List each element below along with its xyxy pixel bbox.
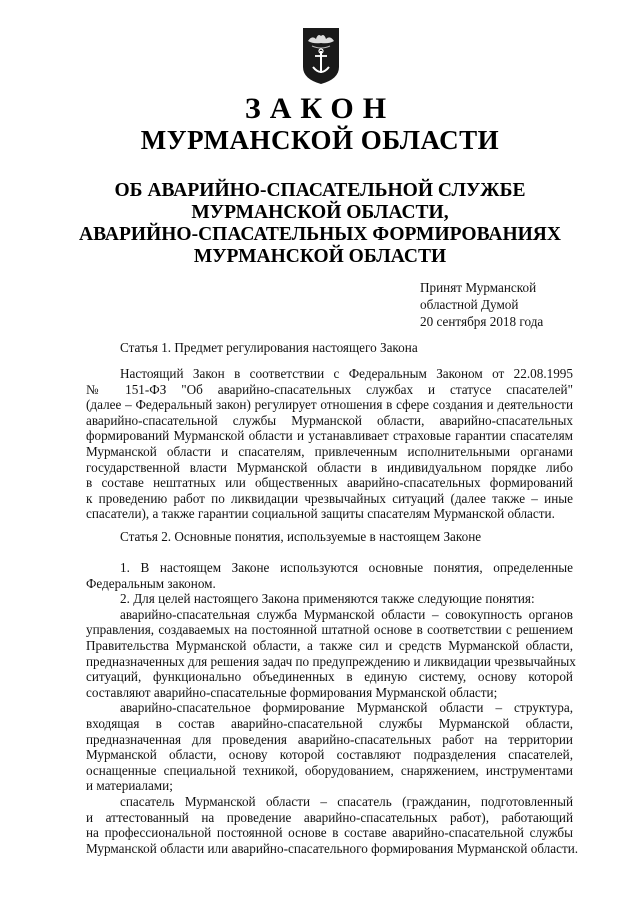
text-line: Мурманской области или аварийно-спасательного формирования Мурманской области. — [86, 840, 579, 856]
text-line: Настоящий Закон в соответствии с Федеральным Законом от 22.08.1995 — [120, 366, 573, 381]
text-line: управления, создаваемых на постоянной штатной основе в соответствии с решением — [86, 622, 573, 638]
text-line: аварийно-спасательное формирование Мурманской области – структура, — [120, 700, 573, 716]
text-line: и аттестованный на проведение аварийно-спасательных работ), работающий — [86, 809, 573, 825]
subtitle-line: МУРМАНСКОЙ ОБЛАСТИ — [193, 246, 447, 267]
text-line: аварийно-спасательная служба Мурманской области – совокупность органов — [120, 606, 573, 622]
text-line: формирований Мурманской области и устанавливает страховые гарантии спасателям — [86, 428, 573, 444]
text-line: Мурманской области, основу которой составляют подразделения спасателей, — [86, 747, 573, 763]
coat-of-arms-icon — [302, 27, 340, 85]
article-2-heading: Статья 2. Основные понятия, используемые в настоящем Законе — [120, 529, 482, 544]
law-title: ЗАКОН — [244, 92, 396, 125]
adoption-line: областной Думой — [420, 297, 519, 312]
adoption-note — [420, 279, 543, 330]
law-subtitle — [0, 180, 640, 268]
text-line: спасатели), а также гарантии социальной защиты спасателям Мурманской области. — [86, 506, 555, 522]
text-line: в составе нештатных или общественных аварийно-спасательных формирований — [86, 475, 573, 491]
subtitle-line: МУРМАНСКОЙ ОБЛАСТИ, — [191, 202, 449, 223]
subtitle-line: ОБ АВАРИЙНО-СПАСАТЕЛЬНОЙ СЛУЖБЕ — [114, 180, 526, 201]
text-line: 1. В настоящем Законе используются основные понятия, определенные — [120, 560, 573, 575]
text-line: 2. Для целей настоящего Закона применяются также следующие понятия: — [120, 591, 535, 607]
text-line: составляют аварийно-спасательные формирования Мурманской области; — [86, 684, 498, 700]
article-1-heading: Статья 1. Предмет регулирования настоящего Закона — [120, 340, 418, 355]
text-line: спасатель Мурманской области – спасатель (гражданин, подготовленный — [120, 793, 573, 809]
text-line: предназначенная для проведения аварийно-спасательных работ на территории — [86, 731, 573, 747]
text-line: предназначенных для решения задач по предупреждению и ликвидации чрезвычайных — [86, 653, 576, 669]
article-2-text — [86, 560, 579, 856]
text-line: к проведению работ по ликвидации чрезвычайных ситуаций (далее также – иные — [86, 490, 573, 506]
text-line: аварийно-спасательной службы Мурманской области, аварийно-спасательных — [86, 412, 573, 428]
text-line: № 151-ФЗ "Об аварийно-спасательных службах и статусе спасателей" — [86, 381, 573, 397]
text-line: на профессиональной постоянной основе в составе аварийно-спасательной службы — [86, 825, 573, 841]
text-line: Правительства Мурманской области, а также сил и средств Мурманской области, — [86, 637, 573, 653]
text-line: оснащенные специальной техникой, оборудованием, снаряжением, инструментами — [86, 762, 573, 778]
adoption-line: Принят Мурманской — [420, 280, 537, 295]
text-line: ситуаций, функционально объединенных в единую систему, основу которой — [86, 669, 573, 685]
adoption-line: 20 сентября 2018 года — [420, 314, 544, 329]
text-line: Федеральным законом. — [86, 575, 216, 591]
text-line: Мурманской области и спасателям, привлеченным исполнительными органами — [86, 443, 573, 459]
article-1-text — [86, 366, 573, 522]
text-line: входящая в состав аварийно-спасательной службы Мурманской области, — [86, 715, 573, 731]
text-line: (далее – Федеральный закон) регулирует отношения в сфере создания и деятельности — [86, 397, 573, 413]
text-line: и материалами; — [86, 778, 173, 794]
law-region: МУРМАНСКОЙ ОБЛАСТИ — [140, 125, 500, 155]
text-line: государственной власти Мурманской области в индивидуальном порядке либо — [86, 459, 573, 475]
subtitle-line: АВАРИЙНО-СПАСАТЕЛЬНЫХ ФОРМИРОВАНИЯХ — [79, 224, 561, 245]
